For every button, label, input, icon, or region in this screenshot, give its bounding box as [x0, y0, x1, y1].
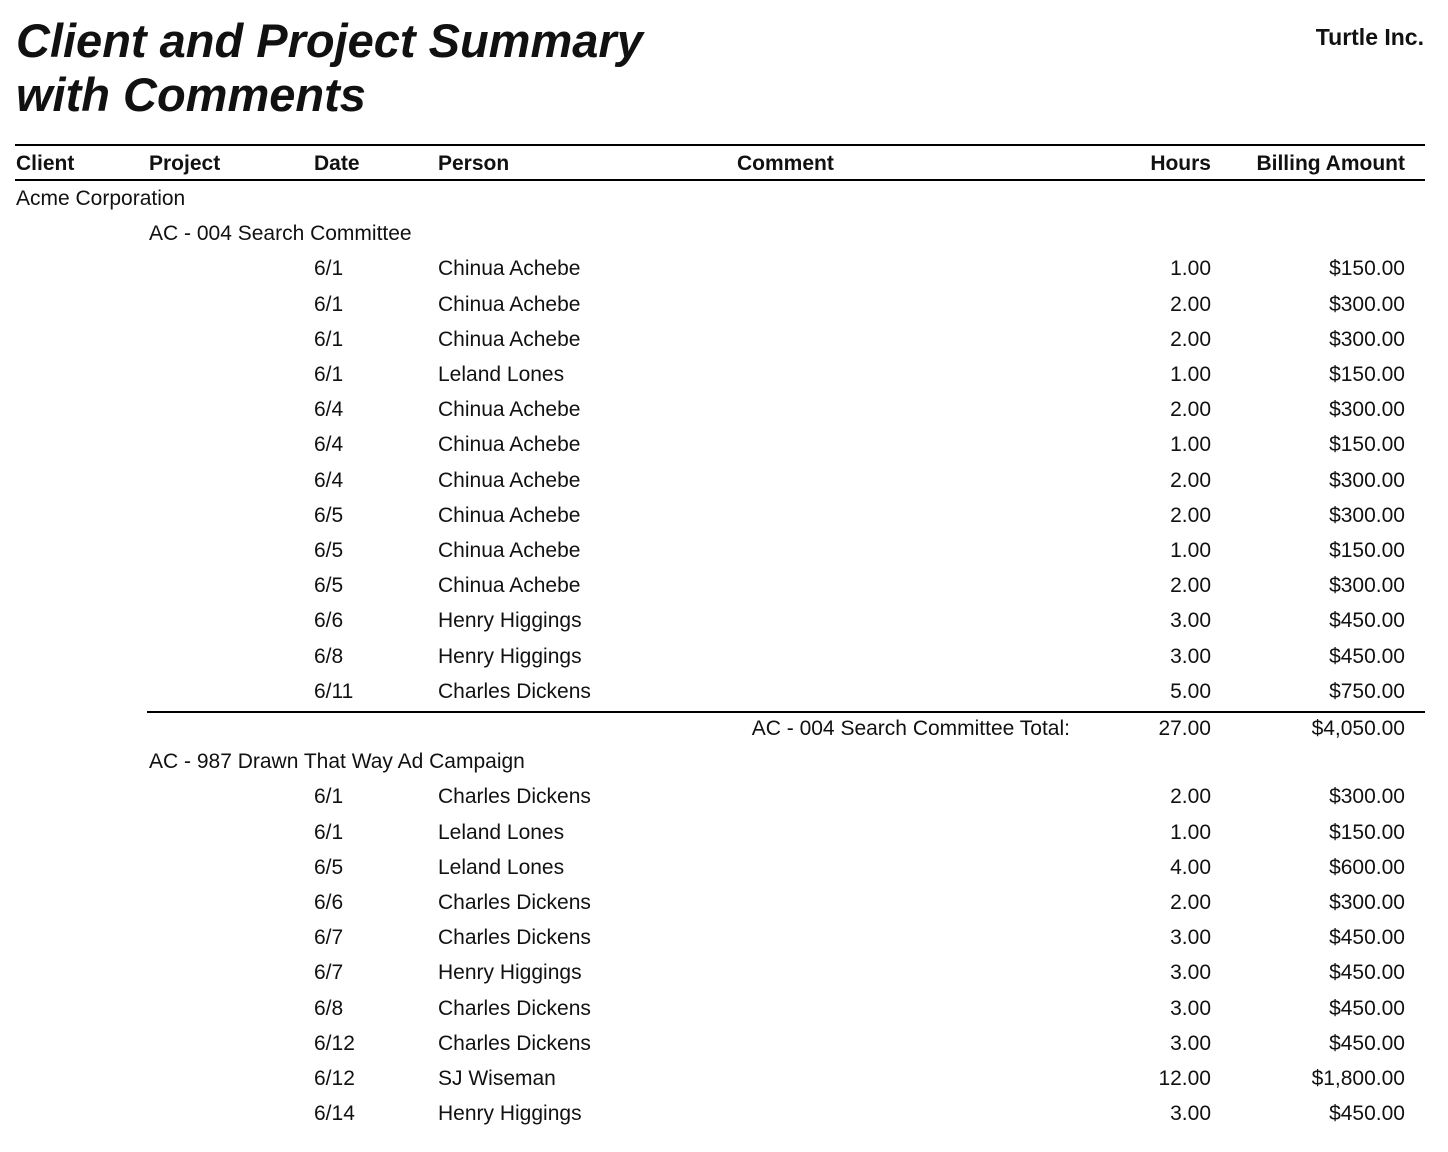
- entry-billing-amount: $300.00: [1329, 785, 1405, 809]
- column-header-row: [15, 144, 1425, 181]
- entry-billing-amount: $1,800.00: [1311, 1067, 1405, 1090]
- entry-billing-amount: $450.00: [1329, 1102, 1405, 1126]
- entry-hours: 3.00: [1170, 609, 1211, 633]
- entry-row: [0, 604, 1448, 638]
- entry-row: [0, 816, 1448, 850]
- entry-billing-amount: $300.00: [1329, 292, 1405, 316]
- entry-billing-amount: $450.00: [1329, 926, 1405, 950]
- entry-hours: 1.00: [1170, 433, 1211, 457]
- entry-hours: 3.00: [1170, 1031, 1211, 1055]
- entry-row: [0, 851, 1448, 885]
- entry-person: Leland Lones: [438, 363, 565, 386]
- entry-person: Chinua Achebe: [438, 503, 581, 527]
- entry-person: Chinua Achebe: [438, 574, 581, 598]
- entry-date: 6/8: [314, 996, 344, 1020]
- column-header-person: Person: [438, 152, 510, 175]
- entry-hours: 12.00: [1158, 1067, 1211, 1090]
- entry-row: [0, 921, 1448, 955]
- entry-person: Chinua Achebe: [438, 539, 581, 562]
- entry-hours: 1.00: [1170, 820, 1211, 844]
- entry-date: 6/12: [314, 1067, 355, 1090]
- entry-person: Chinua Achebe: [438, 257, 581, 281]
- company-name: Turtle Inc.: [1315, 24, 1424, 50]
- column-header-billing-amount: Billing Amount: [1256, 152, 1405, 175]
- entry-row: [0, 780, 1448, 814]
- report-title-line-2: with Comments: [16, 68, 366, 121]
- entry-date: 6/1: [314, 327, 344, 351]
- project-total-hours: 27.00: [1158, 717, 1211, 740]
- entry-date: 6/1: [314, 292, 344, 316]
- project-total-billing-amount: $4,050.00: [1311, 717, 1405, 740]
- entry-billing-amount: $300.00: [1329, 574, 1405, 598]
- entry-date: 6/5: [314, 503, 344, 527]
- entry-billing-amount: $150.00: [1329, 820, 1405, 844]
- entry-person: Leland Lones: [438, 855, 565, 879]
- project-total-label: AC - 004 Search Committee Total:: [751, 717, 1070, 740]
- entry-row: [0, 534, 1448, 568]
- entry-date: 6/14: [314, 1102, 355, 1126]
- report-title: [16, 14, 816, 122]
- report-title-line-1: Client and Project Summary: [16, 14, 643, 67]
- entry-row: [0, 252, 1448, 286]
- entry-billing-amount: $450.00: [1329, 644, 1405, 668]
- entry-date: 6/8: [314, 644, 344, 668]
- entry-billing-amount: $450.00: [1329, 996, 1405, 1020]
- entry-billing-amount: $450.00: [1329, 961, 1405, 985]
- entry-person: Henry Higgings: [438, 1102, 582, 1126]
- entry-hours: 3.00: [1170, 996, 1211, 1020]
- entry-hours: 3.00: [1170, 961, 1211, 985]
- entry-date: 6/4: [314, 398, 344, 422]
- entry-hours: 2.00: [1170, 292, 1211, 316]
- entry-row: [0, 675, 1448, 709]
- entry-billing-amount: $150.00: [1329, 363, 1405, 386]
- project-name: AC - 987 Drawn That Way Ad Campaign: [149, 750, 525, 774]
- entry-date: 6/1: [314, 820, 344, 844]
- entry-billing-amount: $150.00: [1329, 257, 1405, 281]
- entry-row: [0, 393, 1448, 427]
- entry-date: 6/5: [314, 574, 344, 598]
- entry-person: Chinua Achebe: [438, 468, 581, 492]
- project-total-row: [0, 712, 1448, 746]
- entry-billing-amount: $750.00: [1329, 679, 1405, 703]
- entry-date: 6/1: [314, 257, 344, 281]
- entry-hours: 1.00: [1170, 539, 1211, 562]
- entry-billing-amount: $300.00: [1329, 398, 1405, 422]
- entry-person: Henry Higgings: [438, 644, 582, 668]
- entry-date: 6/7: [314, 961, 344, 985]
- entry-row: [0, 499, 1448, 533]
- column-header-comment: Comment: [737, 152, 834, 175]
- entry-row: [0, 358, 1448, 392]
- project-row: [0, 745, 1448, 779]
- entry-row: [0, 1027, 1448, 1061]
- entry-person: Chinua Achebe: [438, 292, 581, 316]
- column-header-hours: Hours: [1150, 152, 1211, 175]
- entry-date: 6/12: [314, 1031, 355, 1055]
- entry-row: [0, 956, 1448, 990]
- entry-person: Leland Lones: [438, 820, 565, 844]
- column-header-client: Client: [16, 152, 75, 175]
- entry-row: [0, 428, 1448, 462]
- client-row: [0, 182, 1448, 216]
- entry-billing-amount: $150.00: [1329, 433, 1405, 457]
- entry-hours: 2.00: [1170, 327, 1211, 351]
- entry-billing-amount: $450.00: [1329, 609, 1405, 633]
- entry-billing-amount: $300.00: [1329, 891, 1405, 914]
- entry-person: Chinua Achebe: [438, 398, 581, 422]
- entry-hours: 2.00: [1170, 468, 1211, 492]
- entry-person: Charles Dickens: [438, 996, 591, 1020]
- client-name: Acme Corporation: [16, 187, 186, 210]
- project-row: [0, 217, 1448, 251]
- entry-row: [0, 1062, 1448, 1096]
- entry-billing-amount: $300.00: [1329, 327, 1405, 351]
- entry-person: Henry Higgings: [438, 961, 582, 985]
- entry-person: Chinua Achebe: [438, 327, 581, 351]
- entry-row: [0, 464, 1448, 498]
- entry-row: [0, 886, 1448, 920]
- entry-person: Charles Dickens: [438, 1031, 591, 1055]
- entry-date: 6/6: [314, 891, 344, 914]
- entry-hours: 3.00: [1170, 926, 1211, 950]
- entry-billing-amount: $150.00: [1329, 539, 1405, 562]
- entry-billing-amount: $300.00: [1329, 468, 1405, 492]
- entry-date: 6/1: [314, 363, 344, 386]
- entry-row: [0, 323, 1448, 357]
- entry-date: 6/11: [314, 679, 354, 703]
- entry-person: Charles Dickens: [438, 679, 591, 703]
- entry-person: Charles Dickens: [438, 785, 591, 809]
- entry-hours: 2.00: [1170, 574, 1211, 598]
- entry-hours: 5.00: [1170, 679, 1211, 703]
- entry-person: Henry Higgings: [438, 609, 582, 633]
- entry-person: Chinua Achebe: [438, 433, 581, 457]
- entry-row: [0, 288, 1448, 322]
- column-header-project: Project: [149, 152, 221, 175]
- entry-date: 6/4: [314, 468, 344, 492]
- entry-date: 6/6: [314, 609, 344, 633]
- entry-hours: 3.00: [1170, 1102, 1211, 1126]
- entry-person: Charles Dickens: [438, 926, 591, 950]
- entry-person: SJ Wiseman: [438, 1067, 556, 1090]
- entry-row: [0, 640, 1448, 674]
- entry-date: 6/5: [314, 539, 344, 562]
- entry-row: [0, 1097, 1448, 1131]
- entry-hours: 4.00: [1170, 855, 1211, 879]
- entry-date: 6/5: [314, 855, 344, 879]
- entry-hours: 2.00: [1170, 398, 1211, 422]
- entry-date: 6/1: [314, 785, 344, 809]
- project-name: AC - 004 Search Committee: [149, 222, 412, 246]
- entry-row: [0, 992, 1448, 1026]
- column-header-date: Date: [314, 152, 360, 175]
- entry-hours: 2.00: [1170, 891, 1211, 914]
- entry-person: Charles Dickens: [438, 891, 591, 914]
- entry-hours: 3.00: [1170, 644, 1211, 668]
- entry-date: 6/7: [314, 926, 344, 950]
- entry-billing-amount: $300.00: [1329, 503, 1405, 527]
- entry-hours: 2.00: [1170, 503, 1211, 527]
- entry-hours: 1.00: [1170, 363, 1211, 386]
- entry-billing-amount: $450.00: [1329, 1031, 1405, 1055]
- entry-billing-amount: $600.00: [1329, 855, 1405, 879]
- entry-row: [0, 569, 1448, 603]
- entry-hours: 2.00: [1170, 785, 1211, 809]
- entry-date: 6/4: [314, 433, 344, 457]
- entry-hours: 1.00: [1170, 257, 1211, 281]
